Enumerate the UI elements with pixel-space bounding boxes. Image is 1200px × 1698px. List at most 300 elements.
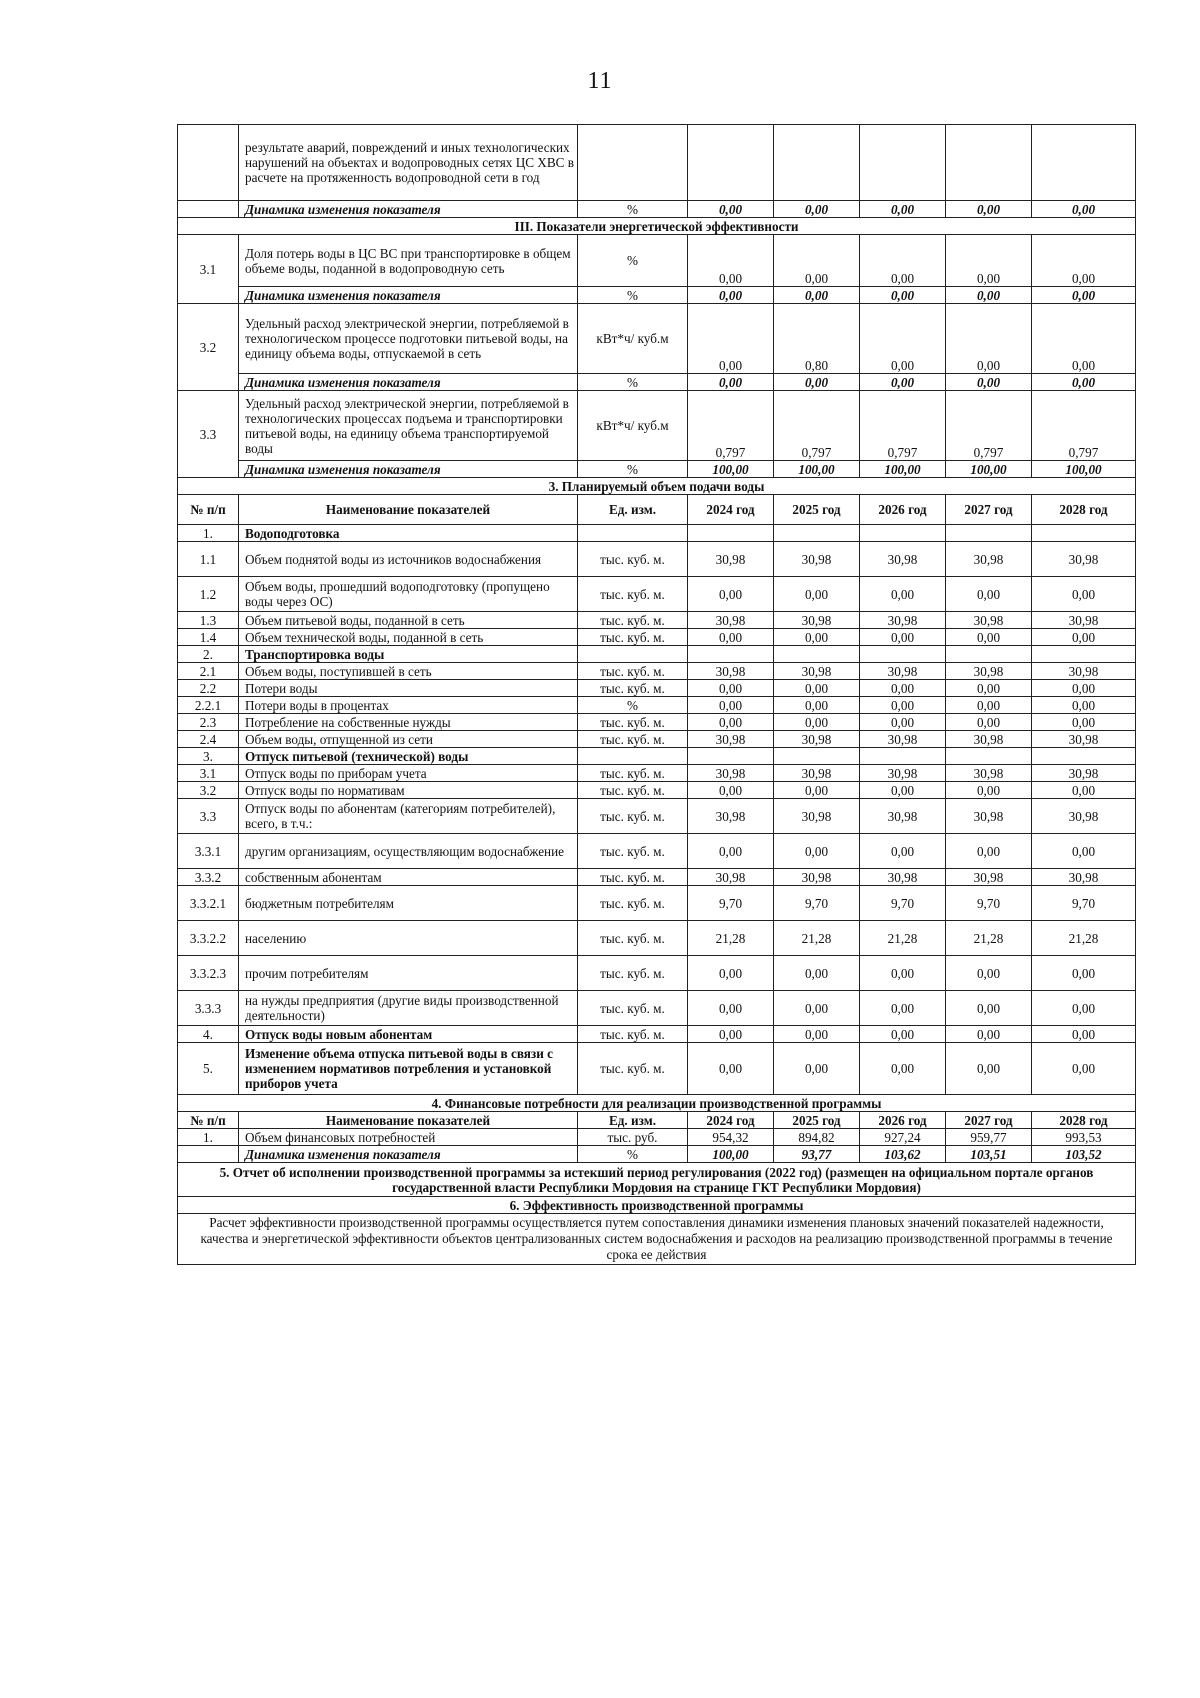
value-cell: 30,98 xyxy=(1032,799,1136,834)
value-cell: 0,00 xyxy=(860,714,946,731)
value-cell: 954,32 xyxy=(688,1129,774,1146)
value-cell: 30,98 xyxy=(688,765,774,782)
value-cell: 30,98 xyxy=(688,542,774,577)
value-cell: 0,00 xyxy=(1032,956,1136,991)
value-cell: 0,00 xyxy=(688,1043,774,1095)
value-cell xyxy=(1032,525,1136,542)
dynamics-row xyxy=(178,1146,1136,1163)
row-unit: тыс. куб. м. xyxy=(578,921,688,956)
value-cell: 0,00 xyxy=(860,680,946,697)
table-row xyxy=(178,680,1136,697)
header-year: 2027 год xyxy=(946,1112,1032,1129)
value-cell: 0,00 xyxy=(774,235,860,287)
value-cell: 9,70 xyxy=(860,886,946,921)
value-cell: 0,00 xyxy=(774,680,860,697)
row-name: Объем технической воды, поданной в сеть xyxy=(239,629,578,646)
row-unit: тыс. куб. м. xyxy=(578,577,688,612)
value-cell: 0,00 xyxy=(946,287,1032,304)
value-cell: 30,98 xyxy=(688,869,774,886)
value-cell: 0,00 xyxy=(1032,1043,1136,1095)
value-cell: 0,00 xyxy=(774,782,860,799)
row-number: 3.3.3 xyxy=(178,991,239,1026)
value-cell: 0,00 xyxy=(688,235,774,287)
header-name: Наименование показателей xyxy=(239,1112,578,1129)
row-unit: тыс. куб. м. xyxy=(578,886,688,921)
row-name: на нужды предприятия (другие виды производственной деятельности) xyxy=(239,991,578,1026)
row-number: 3.1 xyxy=(178,765,239,782)
row-name: Изменение объема отпуска питьевой воды в связи с изменением нормативов потребления и установкой приборов учета xyxy=(239,1043,578,1095)
value-cell: 0,00 xyxy=(688,782,774,799)
value-cell: 103,62 xyxy=(860,1146,946,1163)
value-cell: 30,98 xyxy=(688,731,774,748)
value-cell: 0,00 xyxy=(1032,834,1136,869)
table-row xyxy=(178,1043,1136,1095)
table-row xyxy=(178,799,1136,834)
value-cell: 0,00 xyxy=(1032,577,1136,612)
value-cell xyxy=(688,525,774,542)
header-year: 2028 год xyxy=(1032,1112,1136,1129)
value-cell: 0,00 xyxy=(688,577,774,612)
row-number: 1.2 xyxy=(178,577,239,612)
row-unit: тыс. куб. м. xyxy=(578,869,688,886)
value-cell: 30,98 xyxy=(774,542,860,577)
value-cell: 0,00 xyxy=(774,834,860,869)
value-cell: 100,00 xyxy=(688,461,774,478)
value-cell: 30,98 xyxy=(946,765,1032,782)
table-row xyxy=(178,748,1136,765)
row-number: 2.4 xyxy=(178,731,239,748)
row-unit: тыс. куб. м. xyxy=(578,765,688,782)
value-cell: 30,98 xyxy=(860,663,946,680)
row-number: 2.1 xyxy=(178,663,239,680)
value-cell: 0,00 xyxy=(860,374,946,391)
value-cell: 0,797 xyxy=(688,391,774,461)
row-number: 1.4 xyxy=(178,629,239,646)
value-cell: 30,98 xyxy=(860,612,946,629)
row-number: 3. xyxy=(178,748,239,765)
row-name: Транспортировка воды xyxy=(239,646,578,663)
row-name: собственным абонентам xyxy=(239,869,578,886)
header-number: № п/п xyxy=(178,495,239,525)
value-cell: 93,77 xyxy=(774,1146,860,1163)
header-unit: Ед. изм. xyxy=(578,1112,688,1129)
value-cell: 0,00 xyxy=(860,1043,946,1095)
row-number xyxy=(178,1146,239,1163)
row-name: бюджетным потребителям xyxy=(239,886,578,921)
value-cell: 30,98 xyxy=(1032,542,1136,577)
value-cell: 30,98 xyxy=(774,799,860,834)
value-cell: 0,00 xyxy=(1032,629,1136,646)
value-cell: 0,80 xyxy=(774,304,860,374)
row-number xyxy=(178,125,239,201)
value-cell: 0,00 xyxy=(860,629,946,646)
row-number: 2.2.1 xyxy=(178,697,239,714)
section-title: 6. Эффективность производственной программы xyxy=(178,1197,1136,1214)
table-header-row xyxy=(178,495,1136,525)
row-name: Отпуск воды по приборам учета xyxy=(239,765,578,782)
row-number: 1. xyxy=(178,525,239,542)
value-cell: 0,00 xyxy=(688,629,774,646)
value-cell: 0,00 xyxy=(1032,680,1136,697)
row-number: 2.2 xyxy=(178,680,239,697)
value-cell: 0,00 xyxy=(860,697,946,714)
row-name: Отпуск воды новым абонентам xyxy=(239,1026,578,1043)
dynamics-row xyxy=(178,461,1136,478)
row-unit: % xyxy=(578,235,688,287)
value-cell: 21,28 xyxy=(774,921,860,956)
value-cell: 0,00 xyxy=(946,697,1032,714)
row-number: 2.3 xyxy=(178,714,239,731)
value-cell: 959,77 xyxy=(946,1129,1032,1146)
value-cell: 0,00 xyxy=(860,235,946,287)
value-cell xyxy=(774,525,860,542)
table-row xyxy=(178,956,1136,991)
dynamics-row xyxy=(178,287,1136,304)
row-name: Отпуск питьевой (технической) воды xyxy=(239,748,578,765)
row-unit: тыс. куб. м. xyxy=(578,731,688,748)
value-cell: 0,00 xyxy=(860,287,946,304)
row-name: населению xyxy=(239,921,578,956)
section-title-row xyxy=(178,1197,1136,1214)
value-cell xyxy=(860,748,946,765)
value-cell: 30,98 xyxy=(946,731,1032,748)
value-cell: 30,98 xyxy=(860,765,946,782)
row-name: Динамика изменения показателя xyxy=(239,287,578,304)
value-cell: 30,98 xyxy=(774,869,860,886)
row-unit: тыс. куб. м. xyxy=(578,1026,688,1043)
value-cell: 30,98 xyxy=(1032,731,1136,748)
row-unit: тыс. куб. м. xyxy=(578,612,688,629)
row-name: Динамика изменения показателя xyxy=(239,461,578,478)
row-name: Объем поднятой воды из источников водоснабжения xyxy=(239,542,578,577)
value-cell: 0,00 xyxy=(1032,235,1136,287)
table-row xyxy=(178,125,1136,201)
value-cell: 30,98 xyxy=(774,765,860,782)
indicators-table-wrapper xyxy=(177,124,1135,1265)
row-unit: тыс. куб. м. xyxy=(578,629,688,646)
row-name: Отпуск воды по нормативам xyxy=(239,782,578,799)
row-name: Удельный расход электрической энергии, потребляемой в технологических процессах подъема и транспортировки питьевой воды, на единицу объема транспортируемой воды xyxy=(239,391,578,461)
value-cell: 0,00 xyxy=(688,680,774,697)
row-number: 3.3 xyxy=(178,391,239,478)
header-year: 2028 год xyxy=(1032,495,1136,525)
value-cell: 0,00 xyxy=(1032,782,1136,799)
section-title: III. Показатели энергетической эффективности xyxy=(178,218,1136,235)
value-cell: 0,00 xyxy=(946,782,1032,799)
row-unit: % xyxy=(578,1146,688,1163)
table-header-row xyxy=(178,1112,1136,1129)
value-cell: 30,98 xyxy=(860,542,946,577)
value-cell: 21,28 xyxy=(688,921,774,956)
value-cell: 0,00 xyxy=(688,287,774,304)
value-cell: 100,00 xyxy=(860,461,946,478)
efficiency-text: Расчет эффективности производственной программы осуществляется путем сопоставления динамики изменения плановых значений показателей надежности, качества и энергетической эффективности объектов централизованных систем водоснабжения и расходов на реализацию производственной программы в течение срока ее действия xyxy=(178,1214,1136,1265)
row-number: 5. xyxy=(178,1043,239,1095)
value-cell: 30,98 xyxy=(1032,663,1136,680)
value-cell xyxy=(946,646,1032,663)
header-number: № п/п xyxy=(178,1112,239,1129)
value-cell xyxy=(1032,646,1136,663)
row-number: 3.2 xyxy=(178,782,239,799)
row-unit: кВт*ч/ куб.м xyxy=(578,391,688,461)
value-cell: 30,98 xyxy=(1032,869,1136,886)
value-cell: 0,00 xyxy=(774,1026,860,1043)
table-row xyxy=(178,663,1136,680)
value-cell: 0,00 xyxy=(774,287,860,304)
table-row xyxy=(178,991,1136,1026)
value-cell xyxy=(774,646,860,663)
value-cell: 30,98 xyxy=(1032,765,1136,782)
value-cell: 0,00 xyxy=(774,374,860,391)
value-cell: 0,00 xyxy=(1032,697,1136,714)
value-cell: 0,00 xyxy=(946,201,1032,218)
table-row xyxy=(178,646,1136,663)
value-cell: 0,00 xyxy=(946,680,1032,697)
value-cell: 0,00 xyxy=(688,304,774,374)
value-cell: 103,51 xyxy=(946,1146,1032,1163)
value-cell: 0,797 xyxy=(1032,391,1136,461)
row-unit xyxy=(578,748,688,765)
value-cell: 0,00 xyxy=(1032,201,1136,218)
table-row xyxy=(178,921,1136,956)
value-cell: 100,00 xyxy=(946,461,1032,478)
value-cell: 100,00 xyxy=(688,1146,774,1163)
section-title: 4. Финансовые потребности для реализации производственной программы xyxy=(178,1095,1136,1112)
value-cell: 30,98 xyxy=(946,612,1032,629)
row-unit: тыс. куб. м. xyxy=(578,1043,688,1095)
value-cell: 0,00 xyxy=(688,1026,774,1043)
table-row xyxy=(178,1026,1136,1043)
table-row xyxy=(178,304,1136,374)
header-unit: Ед. изм. xyxy=(578,495,688,525)
value-cell: 0,00 xyxy=(860,956,946,991)
value-cell: 0,00 xyxy=(860,304,946,374)
value-cell: 0,00 xyxy=(774,714,860,731)
table-row xyxy=(178,525,1136,542)
value-cell: 0,00 xyxy=(688,201,774,218)
row-name: Динамика изменения показателя xyxy=(239,374,578,391)
header-year: 2024 год xyxy=(688,1112,774,1129)
value-cell: 100,00 xyxy=(1032,461,1136,478)
value-cell: 0,00 xyxy=(688,991,774,1026)
value-cell: 0,00 xyxy=(1032,374,1136,391)
table-row xyxy=(178,577,1136,612)
header-name: Наименование показателей xyxy=(239,495,578,525)
value-cell: 0,00 xyxy=(946,991,1032,1026)
table-row xyxy=(178,612,1136,629)
dynamics-row xyxy=(178,374,1136,391)
row-unit: % xyxy=(578,374,688,391)
value-cell: 0,00 xyxy=(860,1026,946,1043)
section-title: 5. Отчет об исполнении производственной программы за истекший период регулирования (2022 год) (размещен на официальном портале органов государственной власти Республики Мордовия на странице ГКТ Республики Мордовия) xyxy=(178,1163,1136,1197)
table-row xyxy=(178,834,1136,869)
value-cell xyxy=(688,646,774,663)
value-cell: 894,82 xyxy=(774,1129,860,1146)
value-cell: 30,98 xyxy=(946,663,1032,680)
row-name: Потребление на собственные нужды xyxy=(239,714,578,731)
row-name: Объем воды, прошедший водоподготовку (пропущено воды через ОС) xyxy=(239,577,578,612)
value-cell xyxy=(688,748,774,765)
value-cell: 30,98 xyxy=(774,612,860,629)
value-cell xyxy=(1032,748,1136,765)
row-unit: тыс. куб. м. xyxy=(578,663,688,680)
table-row xyxy=(178,765,1136,782)
table-row xyxy=(178,235,1136,287)
row-number: 1.1 xyxy=(178,542,239,577)
row-number: 3.3 xyxy=(178,799,239,834)
paragraph-row xyxy=(178,1214,1136,1265)
row-number: 3.3.2.2 xyxy=(178,921,239,956)
header-year: 2027 год xyxy=(946,495,1032,525)
row-unit: % xyxy=(578,697,688,714)
value-cell: 0,00 xyxy=(774,629,860,646)
value-cell: 30,98 xyxy=(946,869,1032,886)
value-cell: 30,98 xyxy=(860,869,946,886)
row-unit: тыс. куб. м. xyxy=(578,834,688,869)
row-number: 3.3.2.1 xyxy=(178,886,239,921)
value-cell: 0,797 xyxy=(860,391,946,461)
value-cell: 0,00 xyxy=(946,1043,1032,1095)
value-cell: 0,00 xyxy=(860,201,946,218)
value-cell: 30,98 xyxy=(688,612,774,629)
row-unit: % xyxy=(578,461,688,478)
table-body xyxy=(178,125,1136,1265)
row-name: Удельный расход электрической энергии, потребляемой в технологическом процессе подготовки питьевой воды, на единицу объема воды, отпускаемой в сеть xyxy=(239,304,578,374)
row-number: 1.3 xyxy=(178,612,239,629)
row-name: Объем воды, отпущенной из сети xyxy=(239,731,578,748)
value-cell: 9,70 xyxy=(1032,886,1136,921)
row-name: Объем питьевой воды, поданной в сеть xyxy=(239,612,578,629)
value-cell: 30,98 xyxy=(946,799,1032,834)
value-cell: 0,00 xyxy=(774,697,860,714)
section-title-row xyxy=(178,478,1136,495)
value-cell: 0,00 xyxy=(774,991,860,1026)
row-unit xyxy=(578,646,688,663)
row-unit: тыс. куб. м. xyxy=(578,991,688,1026)
value-cell: 0,00 xyxy=(774,1043,860,1095)
value-cell: 9,70 xyxy=(774,886,860,921)
value-cell: 0,797 xyxy=(774,391,860,461)
value-cell: 30,98 xyxy=(1032,612,1136,629)
table-row xyxy=(178,697,1136,714)
value-cell: 0,00 xyxy=(860,991,946,1026)
row-number: 4. xyxy=(178,1026,239,1043)
header-year: 2024 год xyxy=(688,495,774,525)
row-number: 3.3.2 xyxy=(178,869,239,886)
row-unit: кВт*ч/ куб.м xyxy=(578,304,688,374)
row-name: Объем финансовых потребностей xyxy=(239,1129,578,1146)
value-cell: 0,00 xyxy=(774,956,860,991)
table-row xyxy=(178,782,1136,799)
page-number: 11 xyxy=(587,68,613,94)
value-cell: 103,52 xyxy=(1032,1146,1136,1163)
value-cell: 0,00 xyxy=(946,235,1032,287)
row-name: Потери воды в процентах xyxy=(239,697,578,714)
value-cell: 0,00 xyxy=(946,956,1032,991)
row-name: другим организациям, осуществляющим водоснабжение xyxy=(239,834,578,869)
value-cell: 0,00 xyxy=(1032,287,1136,304)
value-cell: 0,00 xyxy=(946,834,1032,869)
table-row xyxy=(178,1129,1136,1146)
value-cell xyxy=(860,525,946,542)
header-year: 2026 год xyxy=(860,1112,946,1129)
value-cell: 0,00 xyxy=(860,577,946,612)
value-cell: 0,00 xyxy=(946,629,1032,646)
value-cell: 0,00 xyxy=(774,201,860,218)
row-name: Динамика изменения показателя xyxy=(239,1146,578,1163)
value-cell: 0,00 xyxy=(946,304,1032,374)
section-title-row xyxy=(178,218,1136,235)
row-name: Водоподготовка xyxy=(239,525,578,542)
value-cell xyxy=(946,748,1032,765)
value-cell: 21,28 xyxy=(1032,921,1136,956)
value-cell: 30,98 xyxy=(946,542,1032,577)
row-name: Потери воды xyxy=(239,680,578,697)
row-unit: % xyxy=(578,201,688,218)
row-unit: тыс. куб. м. xyxy=(578,799,688,834)
value-cell: 21,28 xyxy=(946,921,1032,956)
row-number: 3.3.1 xyxy=(178,834,239,869)
header-year: 2025 год xyxy=(774,495,860,525)
value-cell: 0,00 xyxy=(1032,1026,1136,1043)
value-cell: 0,00 xyxy=(946,374,1032,391)
value-cell: 9,70 xyxy=(688,886,774,921)
value-cell: 30,98 xyxy=(774,731,860,748)
value-cell: 0,00 xyxy=(1032,714,1136,731)
value-cell: 0,00 xyxy=(688,834,774,869)
value-cell: 30,98 xyxy=(774,663,860,680)
value-cell: 0,00 xyxy=(688,697,774,714)
value-cell: 927,24 xyxy=(860,1129,946,1146)
value-cell: 0,00 xyxy=(946,714,1032,731)
row-name: результате аварий, повреждений и иных технологических нарушений на объектах и водопроводных сетях ЦС ХВС в расчете на протяженность водопроводной сети в год xyxy=(239,125,578,201)
row-name: Объем воды, поступившей в сеть xyxy=(239,663,578,680)
section-title-row xyxy=(178,1163,1136,1197)
section-title: 3. Планируемый объем подачи воды xyxy=(178,478,1136,495)
value-cell: 30,98 xyxy=(688,663,774,680)
header-year: 2026 год xyxy=(860,495,946,525)
row-number: 3.2 xyxy=(178,304,239,391)
value-cell: 0,00 xyxy=(688,374,774,391)
value-cell: 0,00 xyxy=(1032,304,1136,374)
value-cell: 0,00 xyxy=(860,834,946,869)
value-cell: 30,98 xyxy=(860,799,946,834)
table-row xyxy=(178,869,1136,886)
row-name: Динамика изменения показателя xyxy=(239,201,578,218)
row-unit xyxy=(578,525,688,542)
row-name: Доля потерь воды в ЦС ВС при транспортировке в общем объеме воды, поданной в водопроводную сеть xyxy=(239,235,578,287)
row-unit: тыс. руб. xyxy=(578,1129,688,1146)
row-number: 2. xyxy=(178,646,239,663)
row-number: 3.1 xyxy=(178,235,239,304)
row-unit: тыс. куб. м. xyxy=(578,542,688,577)
table-row xyxy=(178,542,1136,577)
value-cell: 0,00 xyxy=(688,956,774,991)
value-cell: 9,70 xyxy=(946,886,1032,921)
table-row xyxy=(178,629,1136,646)
table-row xyxy=(178,391,1136,461)
value-cell: 0,00 xyxy=(946,1026,1032,1043)
value-cell: 100,00 xyxy=(774,461,860,478)
section-title-row xyxy=(178,1095,1136,1112)
table-row xyxy=(178,731,1136,748)
value-cell: 0,00 xyxy=(774,577,860,612)
value-cell xyxy=(860,646,946,663)
row-unit: тыс. куб. м. xyxy=(578,782,688,799)
indicators-table xyxy=(177,124,1136,1265)
value-cell: 21,28 xyxy=(860,921,946,956)
table-row xyxy=(178,714,1136,731)
